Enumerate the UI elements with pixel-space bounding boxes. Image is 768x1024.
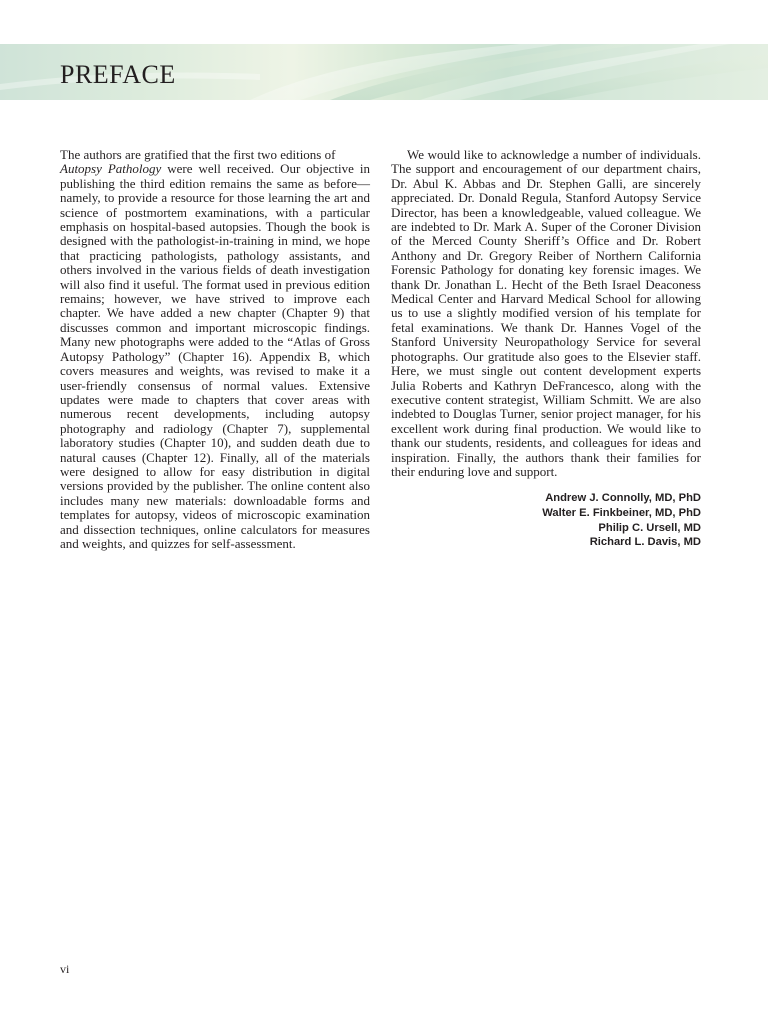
left-column [60, 148, 370, 551]
author-name: Philip C. Ursell, MD [598, 521, 701, 534]
intro-paragraph [60, 148, 370, 551]
acknowledgements-paragraph: We would like to acknowledge a number of individuals. The support and encouragement of our department chairs, Dr. Abul K. Abbas and Dr. Stephen Galli, are sincerely appreciated. Dr. Donald Regula, Stanford Autopsy Service Director, has been a knowledgeable, valued colleague. We are indebted to Dr. Mark A. Super of the Coroner Division of the Merced County Sheriff’s Office and Dr. Robert Anthony and Dr. Gregory Reiber of Northern California Forensic Pathology for donating key forensic images. We thank Dr. Jonathan L. Hecht of the Beth Israel Deaconess Medical Center and Harvard Medical School for allowing us to use a slightly modified version of his template for fetal examinations. We thank Dr. Hannes Vogel of the Stanford University Neuropathology Service for several photographs. Our gratitude also goes to the Elsevier staff. Here, we must single out content development experts Julia Roberts and Kathryn DeFrancesco, along with the executive content strategist, William Schmitt. We are also indebted to Douglas Turner, senior project manager, for his excellent work during final production. We would like to thank our students, residents, and colleagues for ideas and inspiration. Finally, the authors thank their families for their enduring love and support. [391, 147, 701, 479]
intro-text-rest: were well received. Our objective in publishing the third edition remains the same as before—namely, to provide a resource for those learning the art and science of postmortem examinations, with a particular emphasis on hospital-based autopsies. Though the book is designed with the pathologist-in-training in mind, we hope that practicing pathologists, pathology assistants, and others involved in the various fields of death investigation will also find it useful. The format used in previous edition remains; however, we have strived to improve each chapter. We have added a new chapter (Chapter 9) that discusses common and important microscopic findings. Many new photographs were added to the “Atlas of Gross Autopsy Pathology” (Chapter 16). Appendix B, which covers measures and weights, was revised to make it a user-friendly consensus of normal values. Extensive updates were made to chapters that cover areas with numerous recent developments, including autopsy photography and radiology (Chapter 7), supplemental laboratory studies (Chapter 10), and sudden death due to natural causes (Chapter 12). Finally, all of the materials were designed to allow for easy distribution in digital versions provided by the publisher. The online content also includes many new materials: downloadable forms and templates for autopsy, videos of microscopic examination and dissection techniques, online calculators for measures and weights, and quizzes for self-assessment. [60, 161, 370, 551]
intro-text-start: The authors are gratified that the first two editions of [60, 147, 336, 162]
header-banner [0, 44, 768, 100]
author-name: Andrew J. Connolly, MD, PhD [545, 492, 701, 505]
author-name: Walter E. Finkbeiner, MD, PhD [542, 506, 701, 519]
page-number: vi [60, 962, 70, 976]
page-title: PREFACE [60, 60, 176, 89]
book-title: Autopsy Pathology [60, 161, 162, 177]
author-signatures [391, 491, 701, 549]
author-name: Richard L. Davis, MD [589, 536, 701, 549]
right-column [391, 148, 701, 550]
